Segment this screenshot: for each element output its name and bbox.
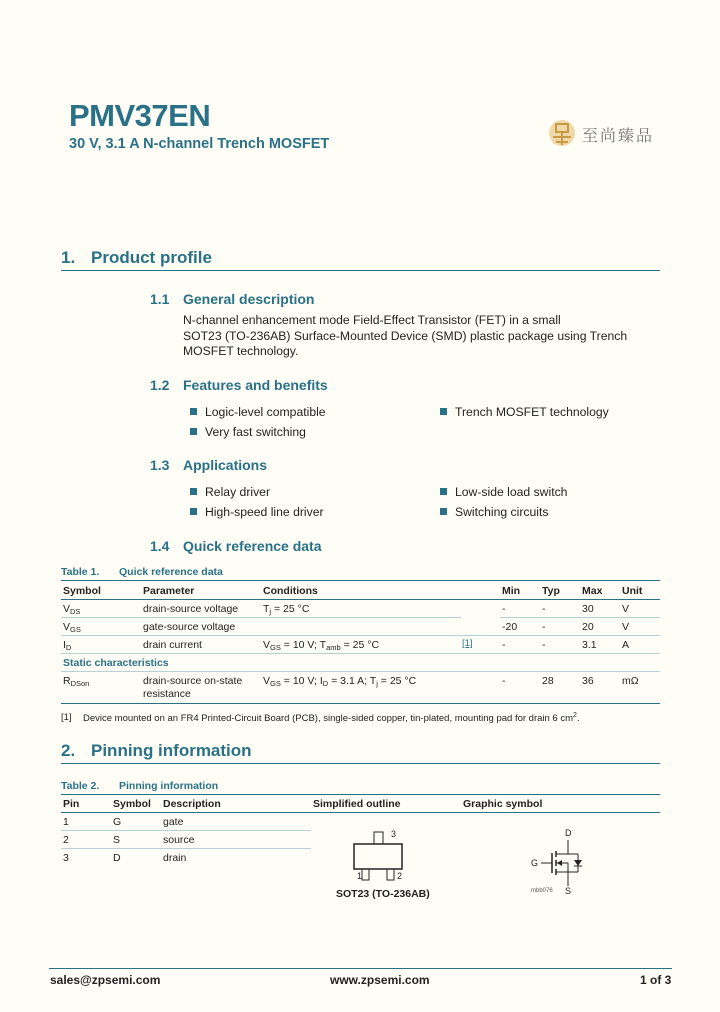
- application-label: High-speed line driver: [205, 505, 324, 519]
- table-row-symbol: [63, 603, 80, 616]
- table-row-unit: A: [622, 639, 630, 651]
- section-title: Product profile: [91, 248, 212, 267]
- cond-sub: j: [269, 607, 272, 616]
- table-row-min: -20: [502, 621, 518, 633]
- table-row-parameter: [143, 675, 242, 701]
- cond-part: = 25 °C: [340, 639, 380, 651]
- footnote-text: [83, 712, 580, 724]
- column-header: Unit: [622, 585, 643, 597]
- table-header-rule: [61, 599, 660, 600]
- pin-symbol: S: [113, 834, 121, 846]
- table-row-parameter: gate-source voltage: [143, 621, 236, 633]
- symbol-main: R: [63, 675, 71, 687]
- footnote-mark: [1]: [61, 712, 72, 723]
- page-title: PMV37EN: [69, 98, 211, 133]
- column-header: Parameter: [143, 585, 195, 597]
- column-header: Symbol: [113, 798, 151, 810]
- column-header: Min: [502, 585, 521, 597]
- cond-part: V: [263, 675, 271, 687]
- application-label: Low-side load switch: [455, 485, 568, 499]
- table-row-typ: -: [542, 639, 546, 651]
- bullet-icon: [440, 488, 447, 495]
- footnote-end: .: [576, 713, 580, 725]
- section-divider: [61, 763, 660, 764]
- symbol-sub: D: [65, 643, 72, 652]
- caption-title: Pinning information: [119, 780, 219, 792]
- column-header: Symbol: [63, 585, 101, 597]
- symbol-sub: GS: [70, 625, 81, 634]
- pin-symbol: D: [113, 852, 121, 864]
- column-header: Pin: [63, 798, 80, 810]
- row-rule: [61, 830, 311, 831]
- cond-part: T: [263, 603, 270, 615]
- application-item: [190, 505, 324, 519]
- symbol-reference: mbb076: [531, 888, 553, 894]
- table-row-max: 20: [582, 621, 594, 633]
- table-row-unit: V: [622, 621, 630, 633]
- table-row-condition: [263, 675, 416, 688]
- subsection-title: Quick reference data: [183, 538, 322, 554]
- symbol-sub: DS: [70, 607, 81, 616]
- table-row-symbol: [63, 621, 81, 634]
- feature-label: Trench MOSFET technology: [455, 405, 609, 419]
- package-label: SOT23 (TO-236AB): [336, 888, 430, 900]
- cond-sub: GS: [270, 643, 281, 652]
- column-header: Description: [163, 798, 221, 810]
- row-rule: [500, 617, 660, 618]
- caption-label: Table 1.: [61, 566, 100, 578]
- feature-item: [190, 425, 306, 439]
- pin-description: drain: [163, 852, 187, 864]
- pin-description: gate: [163, 816, 184, 828]
- symbol-drain-label: D: [565, 828, 572, 838]
- cond-part: = 3.1 A; T: [328, 675, 377, 687]
- feature-label: Very fast switching: [205, 425, 306, 439]
- section-title: Pinning information: [91, 741, 252, 760]
- footnote-sup: 2: [573, 712, 577, 719]
- bullet-icon: [440, 408, 447, 415]
- column-header: Max: [582, 585, 603, 597]
- table-row-max: 36: [582, 675, 594, 687]
- application-label: Relay driver: [205, 485, 271, 499]
- cond-sub: GS: [270, 679, 281, 688]
- section-1-heading: [61, 248, 212, 268]
- table-row-max: 3.1: [582, 639, 597, 651]
- caption-label: Table 2.: [61, 780, 100, 792]
- feature-label: Logic-level compatible: [205, 405, 326, 419]
- table-row-parameter: drain-source voltage: [143, 603, 239, 615]
- subsection-number: 1.3: [150, 457, 170, 473]
- table-2-caption: [61, 780, 218, 792]
- pin-number: 1: [63, 816, 69, 828]
- table-row-typ: -: [542, 621, 546, 633]
- subsection-number: 1.2: [150, 377, 170, 393]
- subsection-number: 1.4: [150, 538, 170, 554]
- section-number: 1.: [61, 248, 76, 267]
- subsection-1-3-heading: [150, 457, 267, 473]
- subsection-title: General description: [183, 291, 315, 307]
- table-row-min: -: [502, 675, 506, 687]
- page-number: 1 of 3: [640, 973, 672, 987]
- parameter-line: drain-source on-state: [143, 675, 243, 687]
- bullet-icon: [190, 508, 197, 515]
- description-line: N-channel enhancement mode Field-Effect Transistor (FET) in a small: [183, 313, 561, 327]
- description-line: MOSFET technology.: [183, 344, 299, 358]
- cond-part: = 10 V; T: [280, 639, 327, 651]
- column-header: Simplified outline: [313, 798, 401, 810]
- mosfet-symbol-icon: [538, 838, 598, 888]
- cond-part: = 25 °C: [377, 675, 417, 687]
- application-item: [440, 505, 548, 519]
- pin-number: 3: [63, 852, 69, 864]
- description-line: SOT23 (TO-236AB) Surface-Mounted Device (SMD) plastic package using Trench: [183, 328, 628, 343]
- cond-sub: j: [376, 679, 378, 688]
- table-row-unit: V: [622, 603, 630, 615]
- cond-part: = 25 °C: [271, 603, 310, 615]
- application-label: Switching circuits: [455, 505, 549, 519]
- symbol-main: V: [63, 621, 71, 633]
- symbol-sub: DSon: [70, 679, 90, 688]
- table-row-min: -: [502, 639, 506, 651]
- cond-sub: D: [322, 679, 329, 688]
- column-header: Conditions: [263, 585, 318, 597]
- bullet-icon: [440, 508, 447, 515]
- logo-text: 至尚臻品: [582, 126, 655, 145]
- footer-website-link[interactable]: www.zpsemi.com: [330, 973, 430, 987]
- column-header: Typ: [542, 585, 560, 597]
- logo-icon: [548, 117, 578, 149]
- row-rule: [61, 617, 461, 618]
- table-row-max: 30: [582, 603, 594, 615]
- cond-part: V: [263, 639, 271, 651]
- sot23-outline-diagram: [345, 826, 415, 882]
- symbol-main: I: [63, 639, 66, 651]
- cond-part: = 10 V; I: [280, 675, 323, 687]
- table-1-caption: [61, 566, 223, 578]
- table-row-typ: 28: [542, 675, 554, 687]
- cond-sub: amb: [326, 643, 341, 652]
- subsection-title: Applications: [183, 457, 268, 473]
- row-rule: [61, 848, 311, 849]
- table-row-condition: [263, 603, 309, 616]
- subsection-1-1-heading: [150, 291, 314, 307]
- table-top-rule: [61, 580, 660, 581]
- row-rule: [61, 653, 660, 654]
- feature-item: [190, 405, 326, 419]
- subsection-1-4-heading: [150, 538, 322, 554]
- table-row-parameter: drain current: [143, 639, 202, 651]
- feature-item: [440, 405, 609, 419]
- parameter-line: resistance: [143, 688, 191, 700]
- application-item: [440, 485, 567, 499]
- row-rule: [61, 635, 660, 636]
- pin-symbol: G: [113, 816, 122, 828]
- table-row-typ: -: [542, 603, 546, 615]
- subsection-number: 1.1: [150, 291, 170, 307]
- application-item: [190, 485, 270, 499]
- table-header-rule: [61, 812, 660, 813]
- table-row-min: -: [502, 603, 506, 615]
- table-row-condition: [263, 639, 379, 652]
- symbol-source-label: S: [565, 886, 572, 896]
- outline-pin-label: 1: [357, 871, 363, 881]
- symbol-main: V: [63, 603, 71, 615]
- column-header: Graphic symbol: [463, 798, 543, 810]
- section-2-heading: [61, 741, 252, 761]
- table-top-rule: [61, 794, 660, 795]
- footer-email-link[interactable]: sales@zpsemi.com: [50, 973, 161, 987]
- symbol-gate-label: G: [531, 858, 539, 868]
- table-bottom-rule: [61, 703, 660, 704]
- outline-pin-label: 3: [391, 829, 397, 839]
- footnote-body: Device mounted on an FR4 Printed-Circuit Board (PCB), single-sided copper, tin-plated, mounting pad for drain 6 cm: [83, 713, 574, 725]
- subsection-title: Features and benefits: [183, 377, 328, 393]
- static-characteristics-label: Static characteristics: [63, 657, 169, 669]
- outline-pin-label: 2: [397, 871, 403, 881]
- subsection-1-2-heading: [150, 377, 328, 393]
- section-number: 2.: [61, 741, 76, 760]
- bullet-icon: [190, 428, 197, 435]
- footnote-link[interactable]: [1]: [462, 638, 473, 649]
- table-row-symbol: [63, 639, 71, 652]
- caption-title: Quick reference data: [119, 566, 223, 578]
- section-divider: [61, 270, 660, 271]
- page-subtitle: 30 V, 3.1 A N-channel Trench MOSFET: [69, 136, 330, 152]
- table-row-symbol: [63, 675, 89, 688]
- pin-number: 2: [63, 834, 69, 846]
- row-rule: [61, 671, 660, 672]
- pin-description: source: [163, 834, 195, 846]
- general-description: [183, 313, 653, 360]
- bullet-icon: [190, 488, 197, 495]
- footer-rule: [49, 968, 672, 969]
- table-row-unit: mΩ: [622, 675, 639, 687]
- bullet-icon: [190, 408, 197, 415]
